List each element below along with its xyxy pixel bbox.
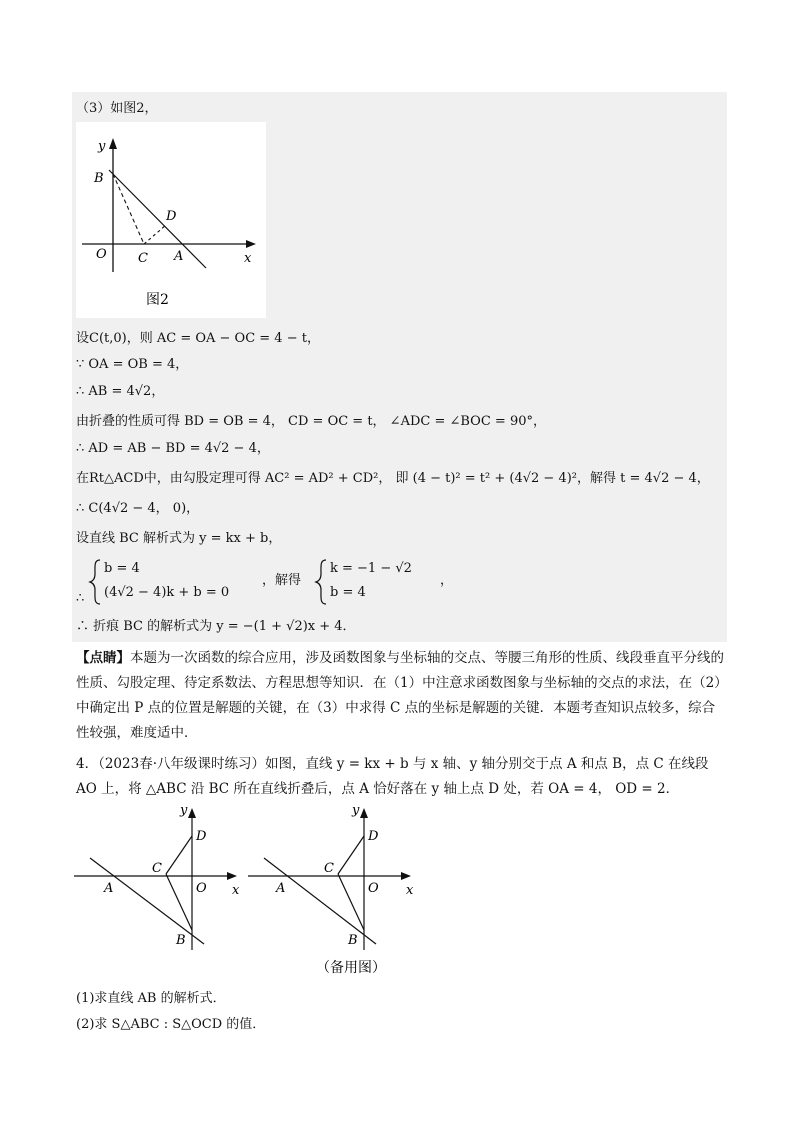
label-x: x — [244, 251, 252, 266]
question-2: (2)求 S△ABC : S△OCD 的值． — [76, 1017, 266, 1032]
left-label-y: y — [180, 803, 188, 818]
therefore-sign: ∴ — [76, 591, 85, 606]
figure-2 — [76, 122, 266, 318]
left-label-b: B — [176, 933, 186, 948]
right-label-d: D — [368, 829, 379, 844]
brace-right — [314, 558, 328, 606]
comment-text: 本题为一次函数的综合应用，涉及函数图象与坐标轴的交点、等腰三角形的性质、线段垂直平分线的性质、勾股定理、待定系数法、方程思想等知识．在（1）中注意求函数图象与坐标轴的交点的求法，在（2）中确定出 P 点的位置是解题的关键，在（3）中求得 C 点的坐标是解题的关键．本题考查知识点较多，综合性较强，难度适中． — [76, 650, 724, 741]
left-label-d: D — [196, 829, 207, 844]
right-label-b: B — [348, 933, 358, 948]
brace-left — [88, 558, 102, 606]
label-d: D — [166, 209, 177, 224]
step-3: ∴ AB = 4√2， — [76, 384, 165, 399]
label-o: O — [96, 247, 107, 262]
system-lhs-1: b = 4 — [104, 561, 140, 576]
right-label-a: A — [276, 881, 286, 896]
figure-left — [74, 803, 240, 950]
system-rhs-1: k = −1 − √2 — [330, 561, 412, 576]
label-c: C — [138, 251, 148, 266]
label-a: A — [174, 249, 184, 264]
segment-cd — [144, 225, 166, 244]
step-8: 设直线 BC 解析式为 y = kx + b， — [76, 531, 282, 546]
segment-bc — [113, 174, 144, 244]
label-b: B — [94, 171, 104, 186]
backup-figure-caption: （备用图） — [316, 960, 386, 976]
step-5: ∴ AD = AB − BD = 4√2 − 4， — [76, 441, 270, 456]
right-label-c: C — [324, 861, 334, 876]
figure-right — [248, 803, 414, 950]
comment-paragraph — [76, 646, 726, 746]
figure-2-svg — [76, 122, 266, 318]
question-1: (1)求直线 AB 的解析式． — [76, 991, 226, 1006]
step-1: 设C(t,0)，则 AC = OA − OC = 4 − t， — [76, 331, 320, 346]
y-axis-arrow — [109, 138, 117, 149]
step-2: ∵ OA = OB = 4， — [76, 357, 189, 372]
solve-word: ，解得 — [262, 573, 302, 588]
part3-heading: （3）如图2， — [76, 101, 158, 116]
left-label-x: x — [232, 883, 240, 898]
line-ab — [109, 170, 206, 268]
step-7: ∴ C(4√2 − 4， 0)， — [76, 501, 200, 516]
comment-tag: 【点睛】 — [76, 650, 130, 666]
right-label-y: y — [352, 803, 360, 818]
problem-4-svg — [72, 800, 432, 980]
right-label-x: x — [406, 883, 414, 898]
step-4: 由折叠的性质可得 BD = OB = 4， CD = OC = t， ∠ADC = ∠BOC = 90°， — [76, 414, 546, 429]
system-end: ， — [440, 573, 454, 588]
label-y: y — [98, 139, 106, 154]
left-label-c: C — [152, 861, 162, 876]
figure-2-caption: 图2 — [146, 292, 169, 308]
system-rhs-2: b = 4 — [330, 585, 366, 600]
final-answer: ∴ 折痕 BC 的解析式为 y = −(1 + √2)x + 4． — [76, 619, 356, 634]
problem-4-figures — [72, 800, 432, 980]
left-label-o: O — [196, 881, 207, 896]
step-6: 在Rt△ACD中，由勾股定理可得 AC² = AD² + CD²， 即 (4 − t)² = t² + (4√2 − 4)²，解得 t = 4√2 − 4， — [76, 471, 710, 486]
right-label-o: O — [368, 881, 379, 896]
x-axis-arrow — [246, 240, 256, 248]
left-label-a: A — [104, 881, 114, 896]
system-lhs-2: (4√2 − 4)k + b = 0 — [104, 585, 230, 600]
problem-4-text: 4．（2023春·八年级课时练习）如图，直线 y = kx + b 与 x 轴、y 轴分别交于点 A 和点 B，点 C 在线段 AO 上，将 △ABC 沿 BC 所在直线折叠后，点 A 恰好落在 y 轴上点 D 处，若 OA = 4， OD = 2． — [76, 756, 709, 797]
